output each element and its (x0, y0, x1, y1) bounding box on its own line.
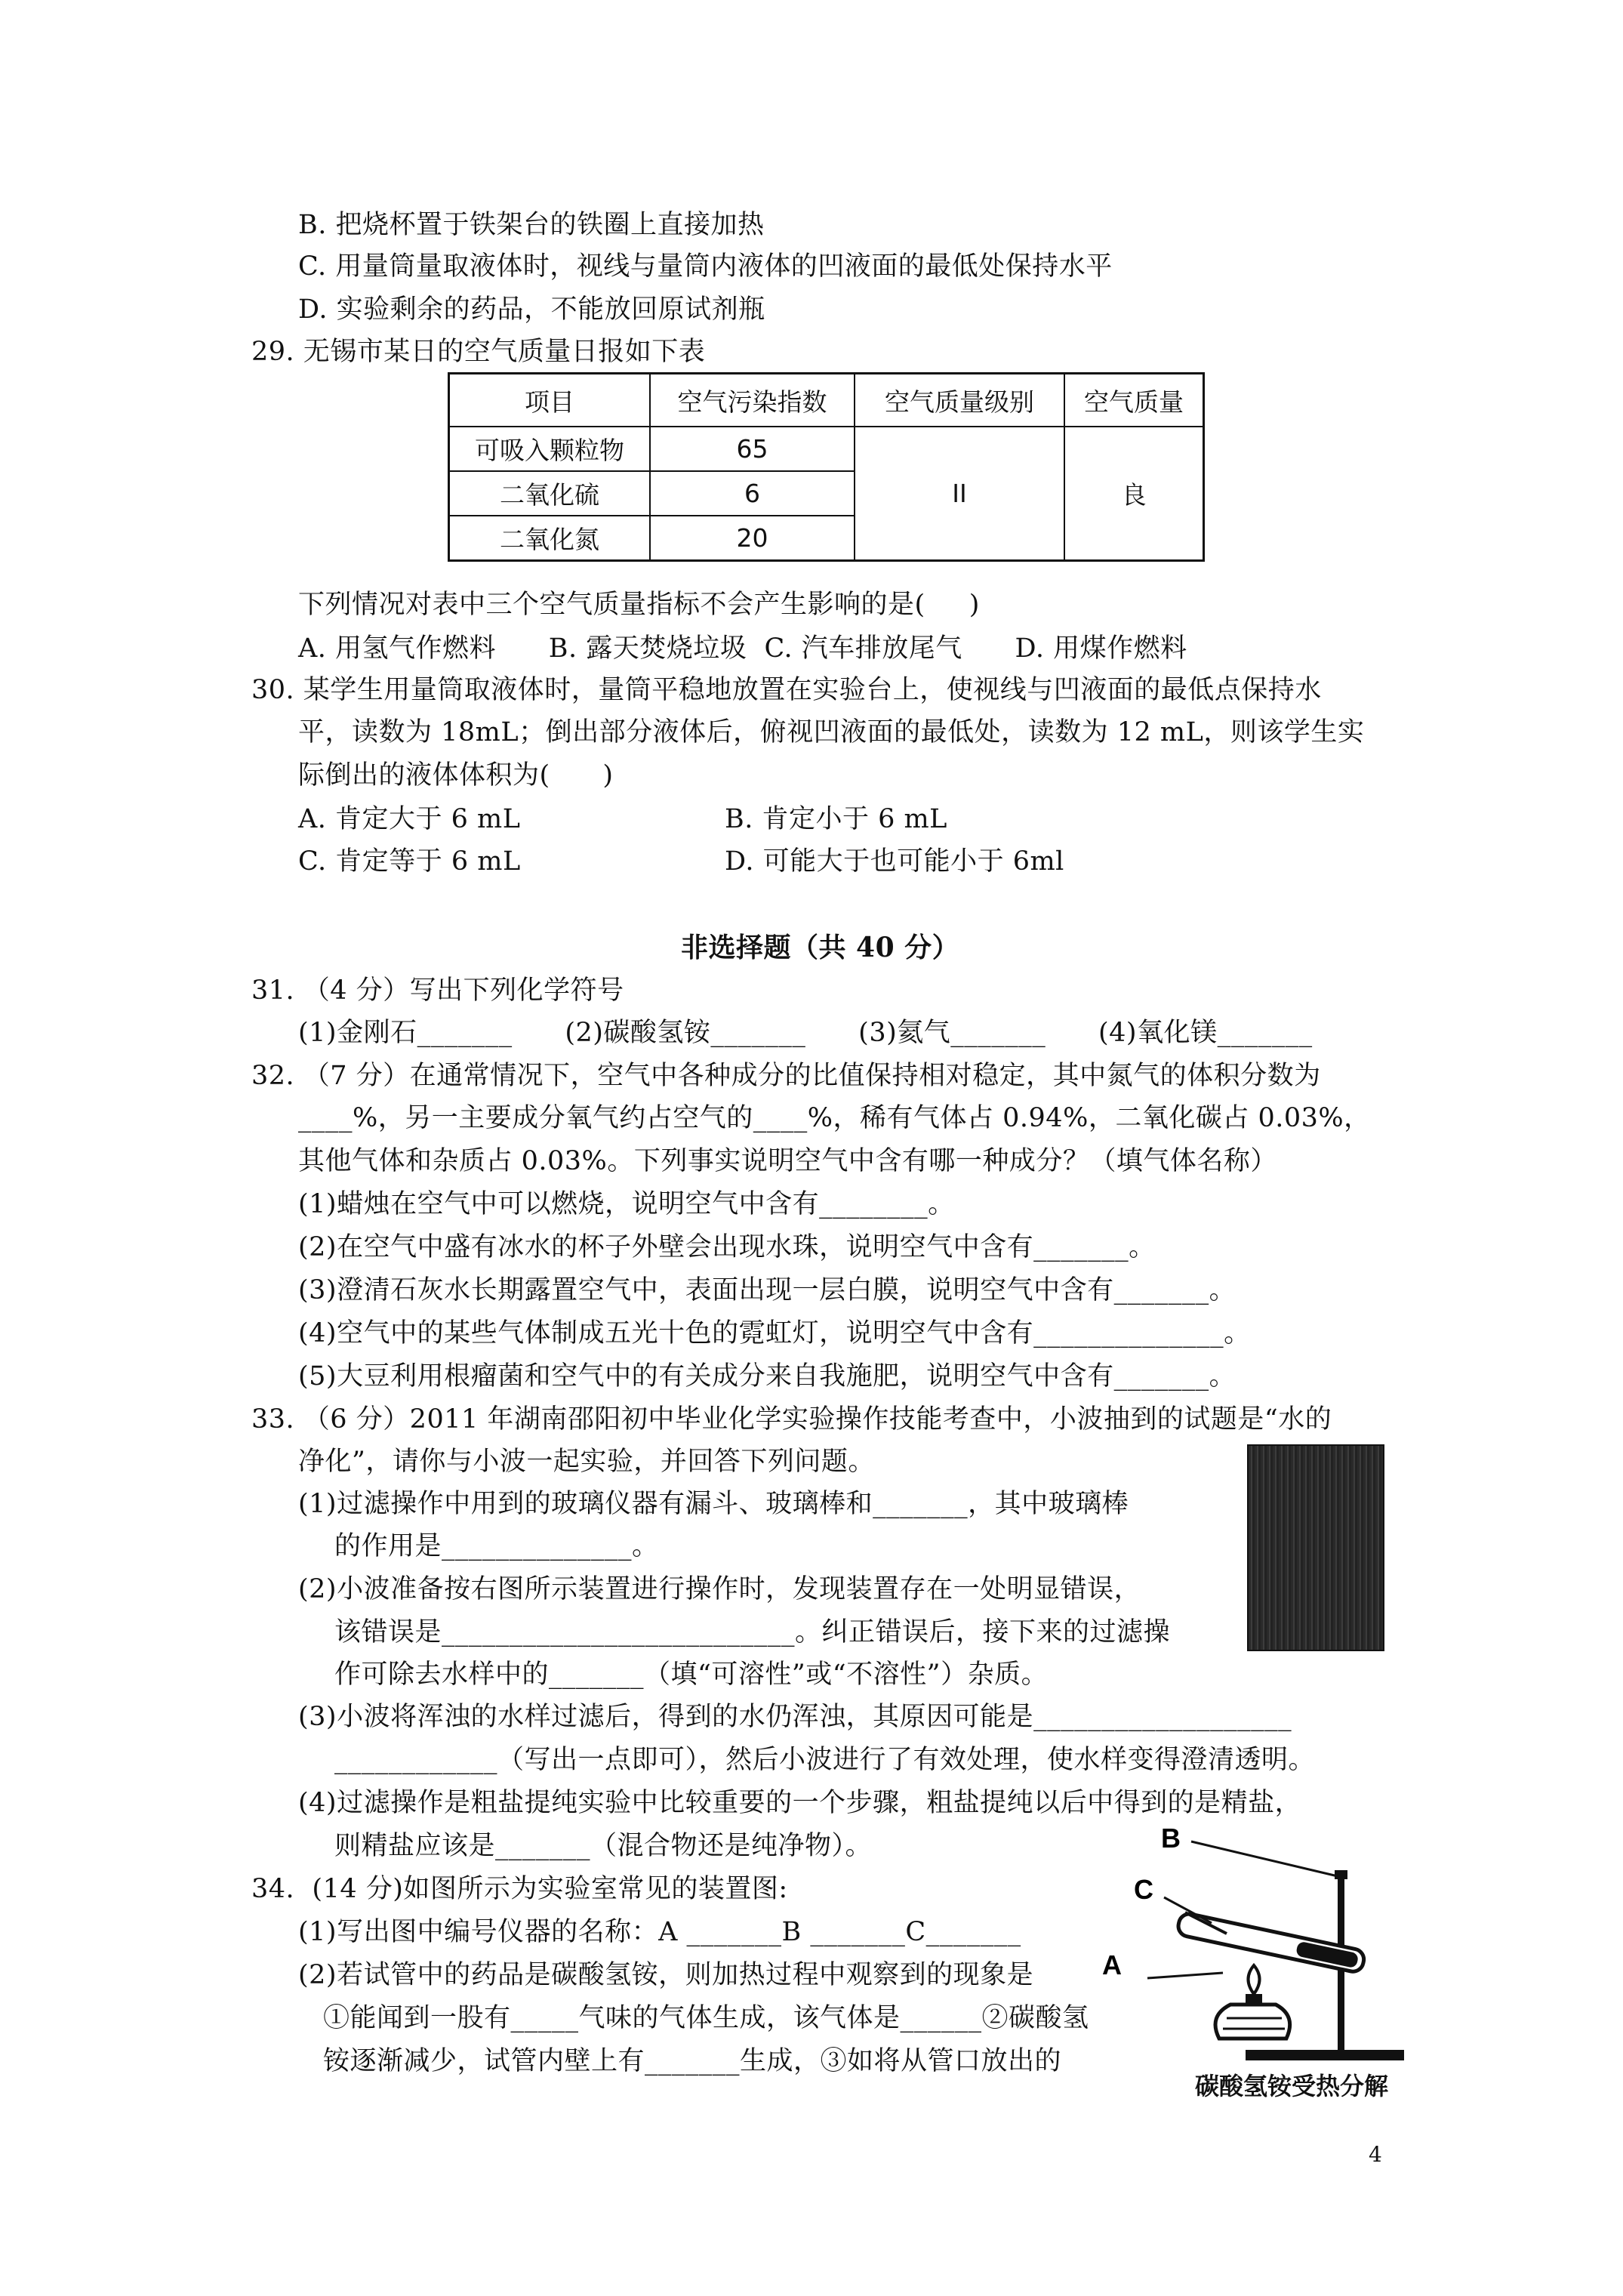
q34-item-2-cont2: 铵逐渐减少，试管内壁上有_______生成，③如将从管口放出的 (323, 2046, 1062, 2076)
table-header: 空气污染指数 (650, 374, 855, 427)
heating-apparatus-figure (1095, 1823, 1427, 2088)
q33-stem-line1: 33. （6 分）2011 年湖南邵阳初中毕业化学实验操作技能考查中，小波抽到的试题是“水的 (251, 1404, 1332, 1435)
table-cell: 二氧化氮 (449, 516, 651, 561)
quality-cell: 良 (1064, 427, 1204, 561)
stand-base (1246, 2050, 1404, 2060)
q31-stem: 31. （4 分）写出下列化学符号 (251, 975, 624, 1006)
q34-item-2: (2)若试管中的药品是碳酸氢铵，则加热过程中观察到的现象是 (298, 1960, 1034, 1990)
air-quality-table (448, 372, 1205, 562)
q28-option-d: D. 实验剩余的药品，不能放回原试剂瓶 (298, 294, 765, 325)
q28-option-b: B. 把烧杯置于铁架台的铁圈上直接加热 (298, 210, 765, 240)
q30-option-a: A. 肯定大于 6 mL (298, 804, 521, 834)
q30-stem-line2: 平，读数为 18mL；倒出部分液体后，俯视凹液面的最低处，读数为 12 mL，则该学生实 (298, 717, 1365, 747)
q33-item-2-cont2: 作可除去水样中的_______（填“可溶性”或“不溶性”）杂质。 (334, 1660, 1049, 1690)
q32-item-2: (2)在空气中盛有冰水的杯子外壁会出现水珠，说明空气中含有_______。 (298, 1232, 1156, 1262)
flame-icon (1249, 1965, 1260, 1994)
q32-item-1: (1)蜡烛在空气中可以燃烧，说明空气中含有________。 (298, 1189, 955, 1219)
q30-stem-line3: 际倒出的液体体积为( ) (298, 760, 614, 791)
q33-item-3-cont: ____________（写出一点即可），然后小波进行了有效处理，使水样变得澄清透明。 (334, 1745, 1316, 1775)
q29-stem: 29. 无锡市某日的空气质量日报如下表 (251, 337, 706, 367)
q29-options: A. 用氢气作燃料 B. 露天焚烧垃圾 C. 汽车排放尾气 D. 用煤作燃料 (298, 633, 1187, 664)
label-c: C (1134, 1874, 1153, 1905)
table-cell: 6 (650, 471, 855, 516)
q32-stem-line1: 32. （7 分）在通常情况下，空气中各种成分的比值保持相对稳定，其中氮气的体积分数为 (251, 1061, 1321, 1091)
section-heading: 非选择题（共 40 分） (681, 932, 960, 963)
q34-stem: 34. (14 分)如图所示为实验室常见的装置图: (251, 1874, 788, 1904)
q33-item-2: (2)小波准备按右图所示装置进行操作时，发现装置存在一处明显错误， (298, 1574, 1141, 1604)
table-cell: 65 (650, 427, 855, 471)
q30-option-b: B. 肯定小于 6 mL (725, 804, 947, 834)
label-a: A (1102, 1949, 1122, 1980)
q32-stem-line2: ____%，另一主要成分氧气约占空气的____%，稀有气体占 0.94%，二氧化碳占 0.03%， (298, 1103, 1371, 1133)
q34-item-1: (1)写出图中编号仪器的名称：A _______B _______C_______ (298, 1917, 1021, 1947)
page-number: 4 (1369, 2142, 1382, 2167)
figure-caption: 碳酸氢铵受热分解 (1195, 2072, 1389, 2100)
label-b: B (1161, 1823, 1181, 1854)
q34-item-2-cont1: ①能闻到一股有_____气味的气体生成，该气体是______②碳酸氢 (323, 2003, 1089, 2033)
q30-stem-line1: 30. 某学生用量筒取液体时，量筒平稳地放置在实验台上，使视线与凹液面的最低点保持水 (251, 675, 1322, 705)
q30-option-c: C. 肯定等于 6 mL (298, 846, 521, 877)
table-cell: 二氧化硫 (449, 471, 651, 516)
q32-item-3: (3)澄清石灰水长期露置空气中，表面出现一层白膜，说明空气中含有_______。 (298, 1275, 1236, 1305)
table-row (449, 427, 1204, 471)
q33-item-1-cont: 的作用是______________。 (334, 1531, 659, 1561)
q31-blanks: (1)金刚石_______ (2)碳酸氢铵_______ (3)氦气_______ (4)氧化镁_______ (298, 1018, 1313, 1048)
alcohol-lamp (1215, 2005, 1290, 2039)
q33-item-4-cont: 则精盐应该是_______（混合物还是纯净物）。 (334, 1831, 873, 1861)
filtration-photo (1247, 1444, 1384, 1651)
table-header: 空气质量级别 (855, 374, 1064, 427)
quality-level-cell: II (855, 427, 1064, 561)
q32-item-5: (5)大豆利用根瘤菌和空气中的有关成分来自我施肥，说明空气中含有_______。 (298, 1361, 1236, 1391)
q32-item-4: (4)空气中的某些气体制成五光十色的霓虹灯，说明空气中含有______________。 (298, 1318, 1251, 1348)
table-cell: 可吸入颗粒物 (449, 427, 651, 471)
table-header-row (449, 374, 1204, 427)
q29-question: 下列情况对表中三个空气质量指标不会产生影响的是( ) (298, 590, 980, 620)
q33-item-2-cont1: 该错误是__________________________。纠正错误后，接下来的过滤操 (334, 1617, 1171, 1647)
table-header: 空气质量 (1064, 374, 1204, 427)
q33-item-3: (3)小波将浑浊的水样过滤后，得到的水仍浑浊，其原因可能是___________________ (298, 1702, 1292, 1732)
q28-option-c: C. 用量筒量取液体时，视线与量筒内液体的凹液面的最低处保持水平 (298, 251, 1113, 282)
table-cell: 20 (650, 516, 855, 561)
q32-stem-line3: 其他气体和杂质占 0.03%。下列事实说明空气中含有哪一种成分？（填气体名称） (298, 1146, 1277, 1176)
table-header: 项目 (449, 374, 651, 427)
q33-stem-line2: 净化”，请你与小波一起实验，并回答下列问题。 (298, 1447, 875, 1477)
q30-option-d: D. 可能大于也可能小于 6ml (725, 846, 1064, 877)
q33-item-1: (1)过滤操作中用到的玻璃仪器有漏斗、玻璃棒和_______，其中玻璃棒 (298, 1489, 1129, 1519)
q33-item-4: (4)过滤操作是粗盐提纯实验中比较重要的一个步骤，粗盐提纯以后中得到的是精盐， (298, 1788, 1302, 1818)
